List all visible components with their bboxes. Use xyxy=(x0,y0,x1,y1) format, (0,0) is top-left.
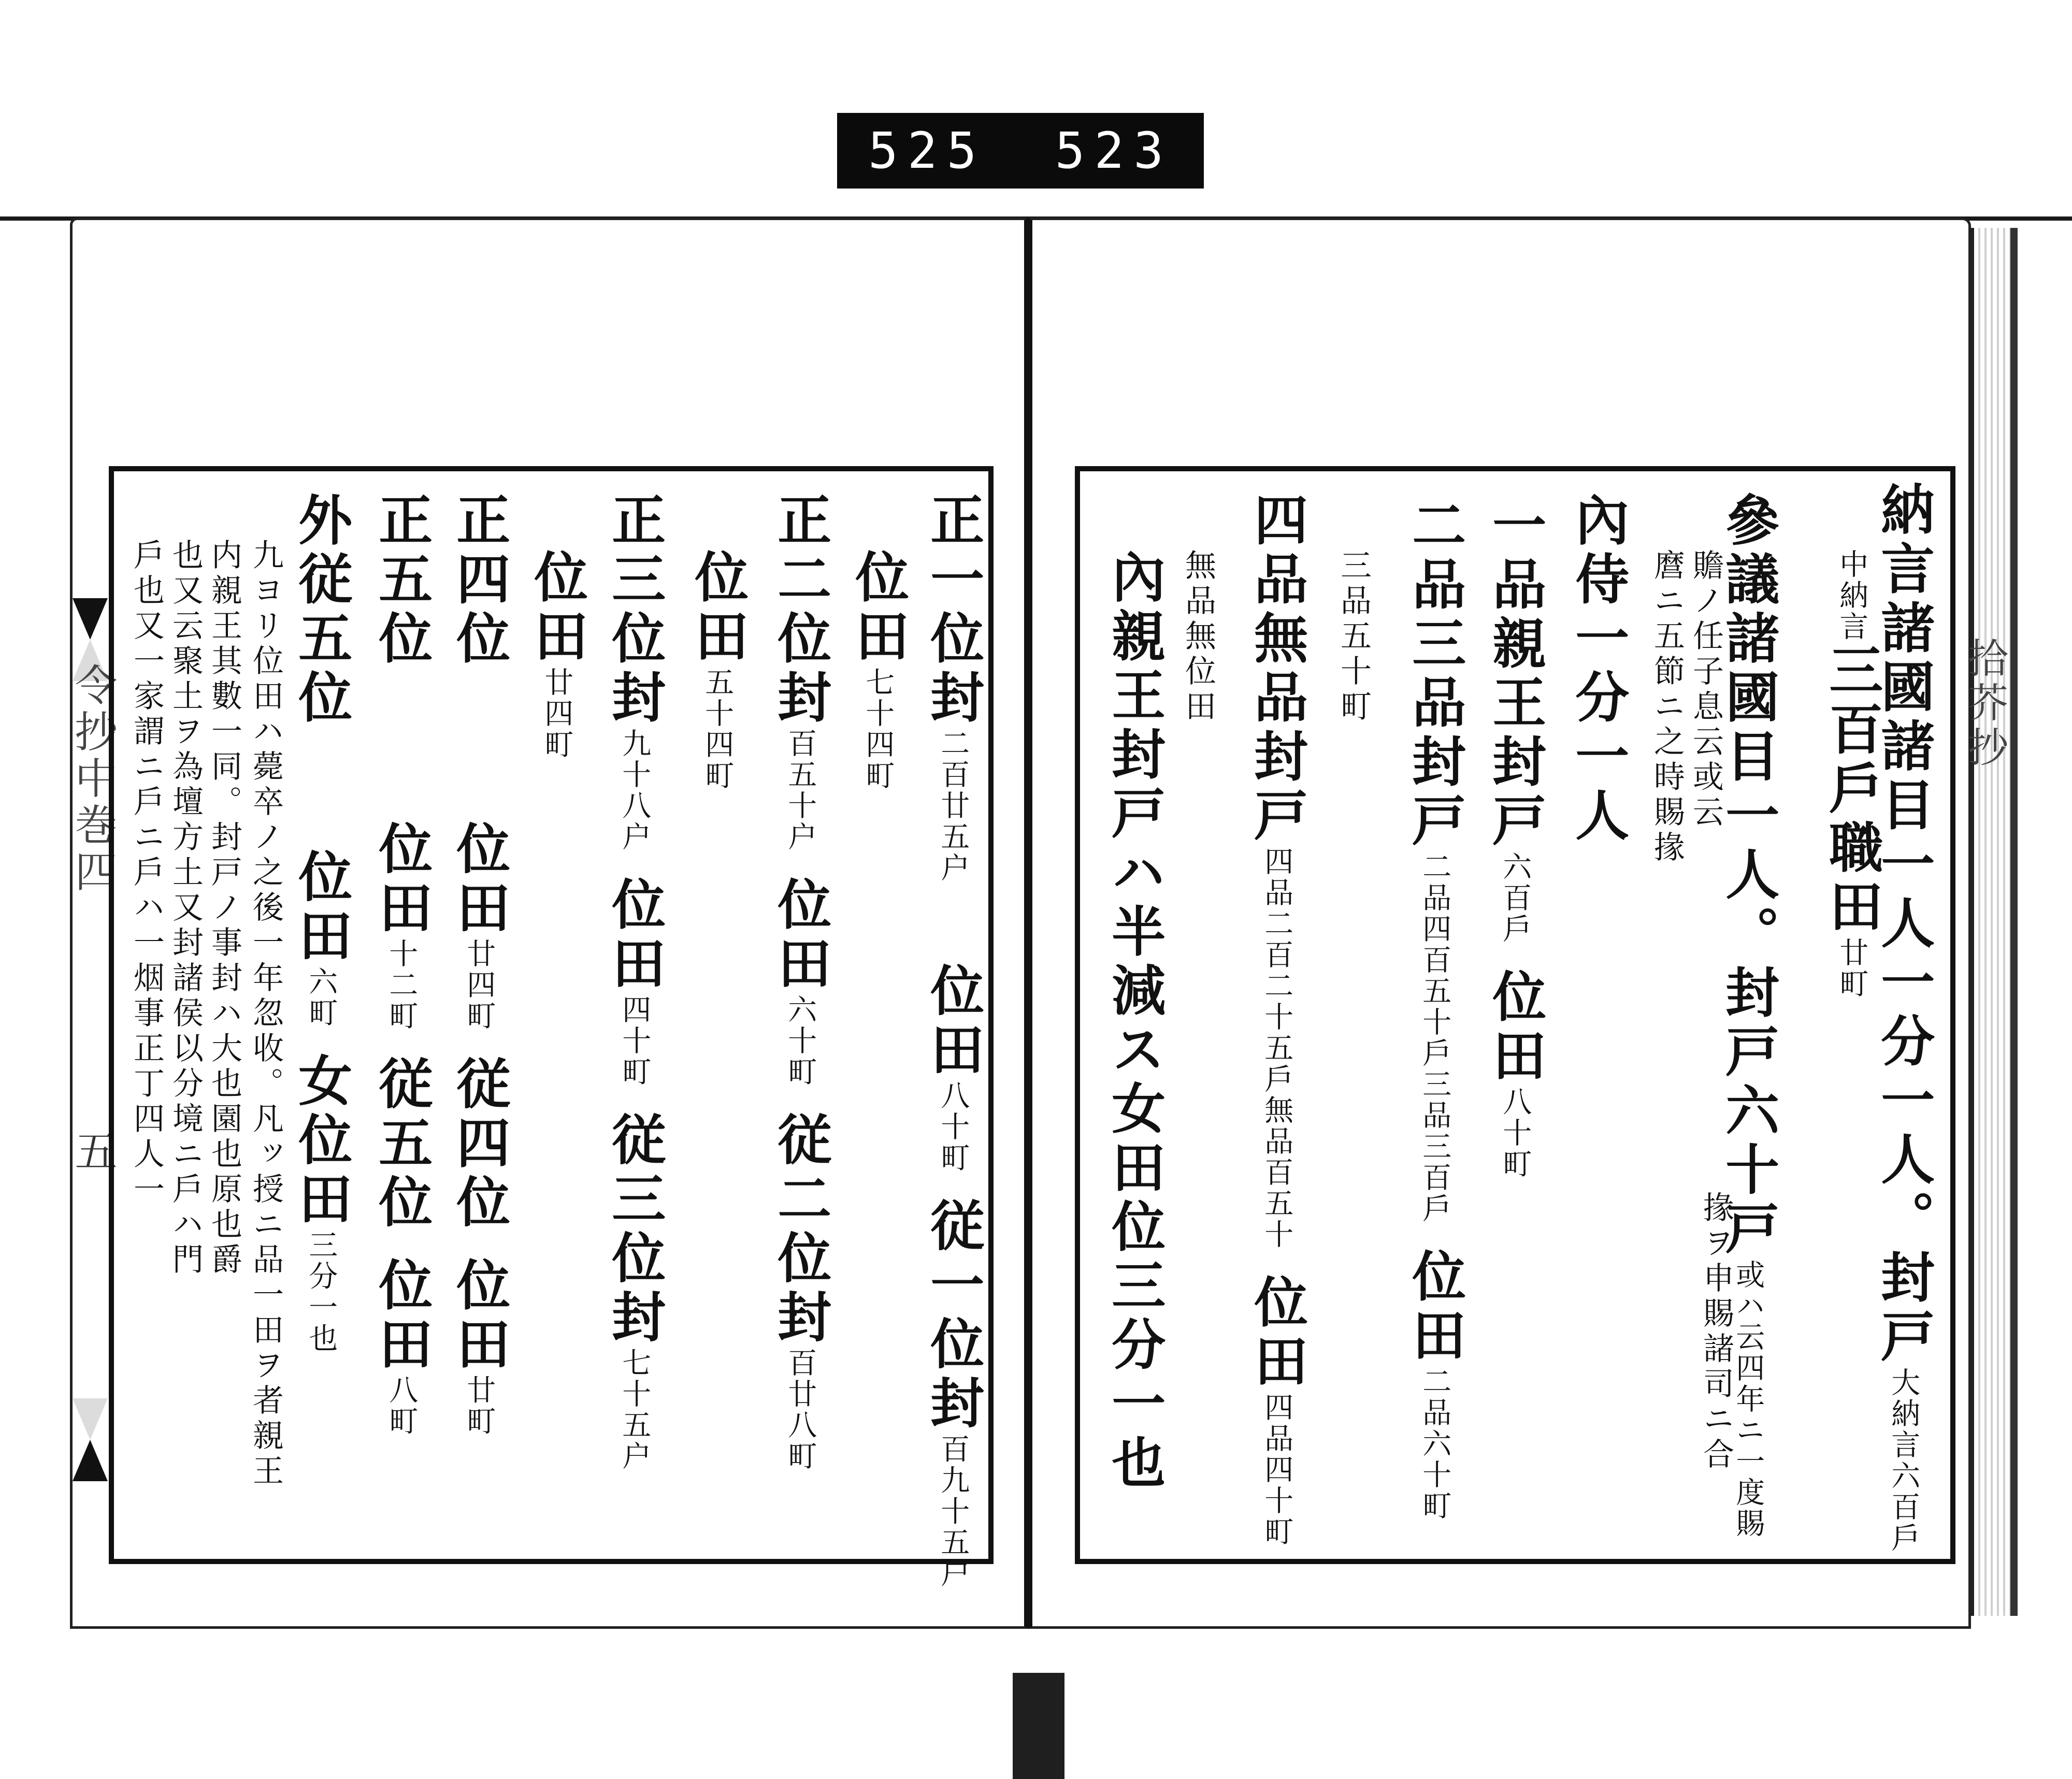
commentary-line: 也又云聚土ヲ為壇方土又封諸侯以分境ニ戶ハ門 xyxy=(167,539,204,1278)
column: 二品三品封戸二品四百五十戶三品三百戶 位田二品六十町 xyxy=(1403,497,1467,1522)
folio-number: 五 xyxy=(68,1129,117,1171)
commentary-line: 九ヨリ位田ハ薨卒ノ之後一年忽收。凡ッ授ニ品一田ヲ者親王 xyxy=(248,539,284,1489)
column: 外従五位 位田六町 女位田三分一也 xyxy=(289,492,353,1354)
catalog-label xyxy=(837,113,1204,189)
right-margin-title: 拾芥抄 xyxy=(1961,637,2008,771)
column: 位田七十四町 xyxy=(846,549,910,791)
column: 內侍一分一人 xyxy=(1566,492,1630,846)
commentary-line: 無品無位田 xyxy=(1180,549,1216,725)
column: 正二位封百五十户 位田六十町 従二位封百廿八町 xyxy=(768,492,832,1472)
commentary-line: 掾ヲ申賜諸司ニ合 xyxy=(1698,1191,1734,1473)
spine-shadow xyxy=(1013,1673,1064,1779)
column: 正五位 位田十二町 従五位 位田八町 xyxy=(369,492,434,1437)
column: 四品無品封戸四品二百二十五戶無品百五十 位田四品四十町 xyxy=(1245,492,1309,1548)
column: 中納言三百戶職田廿町 xyxy=(1820,549,1884,1000)
column: 位田五十四町 xyxy=(685,549,750,791)
book-edge xyxy=(1971,228,2018,1616)
column: 參議諸國目一人。封戸六十戸或ハ云四年ニ一度賜 xyxy=(1716,492,1780,1539)
column: 一品親王封戸六百戶 位田八十町 xyxy=(1483,497,1547,1180)
catalog-number-left: 525 xyxy=(868,122,986,180)
column: 內親王封戸ハ半減ス女田位三分一也 xyxy=(1102,549,1167,1494)
column: 納言諸國諸目一人一分一人。封戸大納言六百戶 xyxy=(1872,482,1936,1554)
commentary-line: 内親王其數一同。封戸ノ事封ハ大也園也原也爵 xyxy=(206,539,242,1278)
commentary-line: 三品五十町 xyxy=(1335,549,1372,725)
commentary-line: 戶也又一家謂ニ戶ニ戶ハ一烟事正丁四人一 xyxy=(128,539,165,1208)
commentary-line: 贍ノ任子息云或云 xyxy=(1688,549,1724,831)
left-margin-title: 令抄中巻四 xyxy=(68,663,117,896)
column: 正四位 位田廿四町 従四位 位田廿町 xyxy=(447,492,511,1437)
fishtail-mark-bottom xyxy=(73,1398,108,1481)
commentary-line: 麿ニ五節ニ之時賜掾 xyxy=(1649,549,1685,866)
column: 正一位封二百廿五户 位田八十町 従一位封百九十五户 xyxy=(921,492,985,1589)
catalog-number-right: 523 xyxy=(1055,122,1173,180)
column: 正三位封九十八户 位田四十町 従三位封七十五户 xyxy=(602,492,667,1472)
column: 位田廿四町 xyxy=(525,549,589,760)
